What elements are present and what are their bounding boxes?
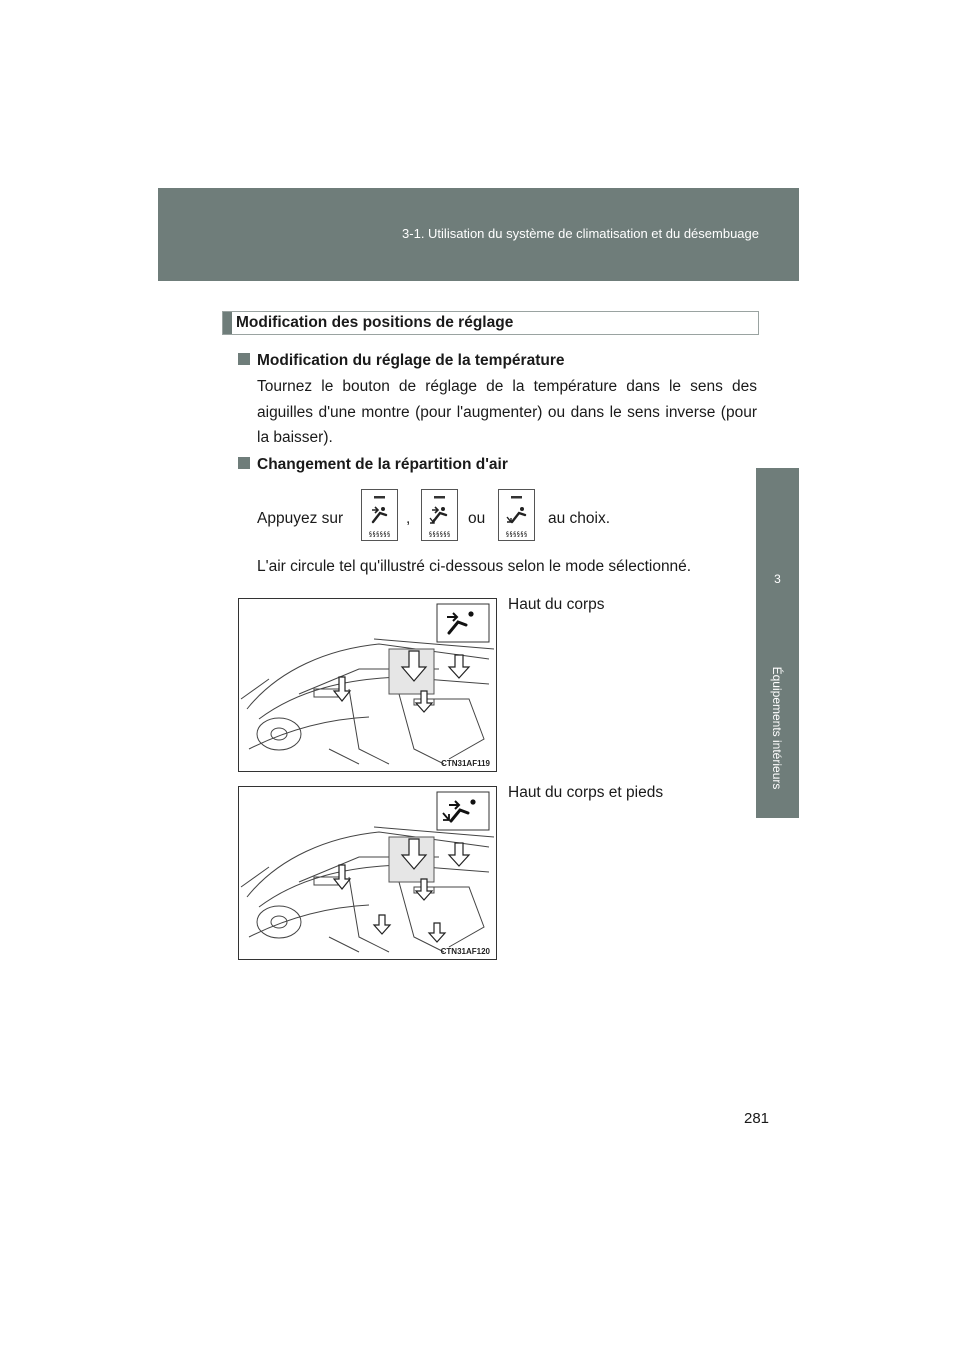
chapter-side-tab xyxy=(756,468,799,818)
face-vent-mode-icon xyxy=(362,490,397,540)
distribution-heading xyxy=(238,456,508,474)
svg-text:§§§§§§: §§§§§§ xyxy=(428,531,451,538)
or-label: ou xyxy=(468,510,486,527)
car-interior-illustration xyxy=(239,599,496,771)
figure-code: CTN31AF120 xyxy=(440,947,490,956)
choice-label: au choix. xyxy=(548,510,611,527)
svg-text:§§§§§§: §§§§§§ xyxy=(368,531,391,538)
press-label: Appuyez sur xyxy=(257,510,344,527)
temperature-heading-text: Modification du réglage de la température xyxy=(257,352,565,369)
temperature-text: Tournez le bouton de réglage de la température dans le sens des aiguilles d'une montre (pour l'augmenter) ou dans le sens inverse (pour la baisser). xyxy=(257,378,757,446)
square-bullet-icon xyxy=(238,457,250,469)
face-vent-mode-button[interactable] xyxy=(361,489,398,541)
figure-caption: Haut du corps xyxy=(508,596,605,613)
section-title-box xyxy=(222,311,759,335)
bi-level-vent-mode-icon xyxy=(422,490,457,540)
figure-bi-level-mode xyxy=(238,786,497,960)
car-interior-illustration xyxy=(239,787,496,959)
distribution-description: L'air circule tel qu'illustré ci-dessous selon le mode sélectionné. xyxy=(257,558,692,575)
page-number: 281 xyxy=(744,1110,770,1127)
comma-separator: , xyxy=(406,510,411,527)
square-bullet-icon xyxy=(238,353,250,365)
section-title-bar xyxy=(223,312,232,334)
header-band xyxy=(158,188,799,281)
chapter-title: 3-1. Utilisation du système de climatisation et du désembuage xyxy=(402,226,759,241)
section-title: Modification des positions de réglage xyxy=(236,314,514,331)
figure-code: CTN31AF119 xyxy=(441,759,490,768)
chapter-number: 3 xyxy=(774,572,781,586)
feet-vent-mode-icon xyxy=(499,490,534,540)
figure-caption: Haut du corps et pieds xyxy=(508,784,664,801)
temperature-heading xyxy=(238,352,564,370)
feet-vent-mode-button[interactable] xyxy=(498,489,535,541)
figure-face-mode xyxy=(238,598,497,772)
svg-text:§§§§§§: §§§§§§ xyxy=(505,531,528,538)
bi-level-vent-mode-button[interactable] xyxy=(421,489,458,541)
chapter-label: Équipements intérieurs xyxy=(770,666,784,790)
distribution-heading-text: Changement de la répartition d'air xyxy=(257,456,508,473)
